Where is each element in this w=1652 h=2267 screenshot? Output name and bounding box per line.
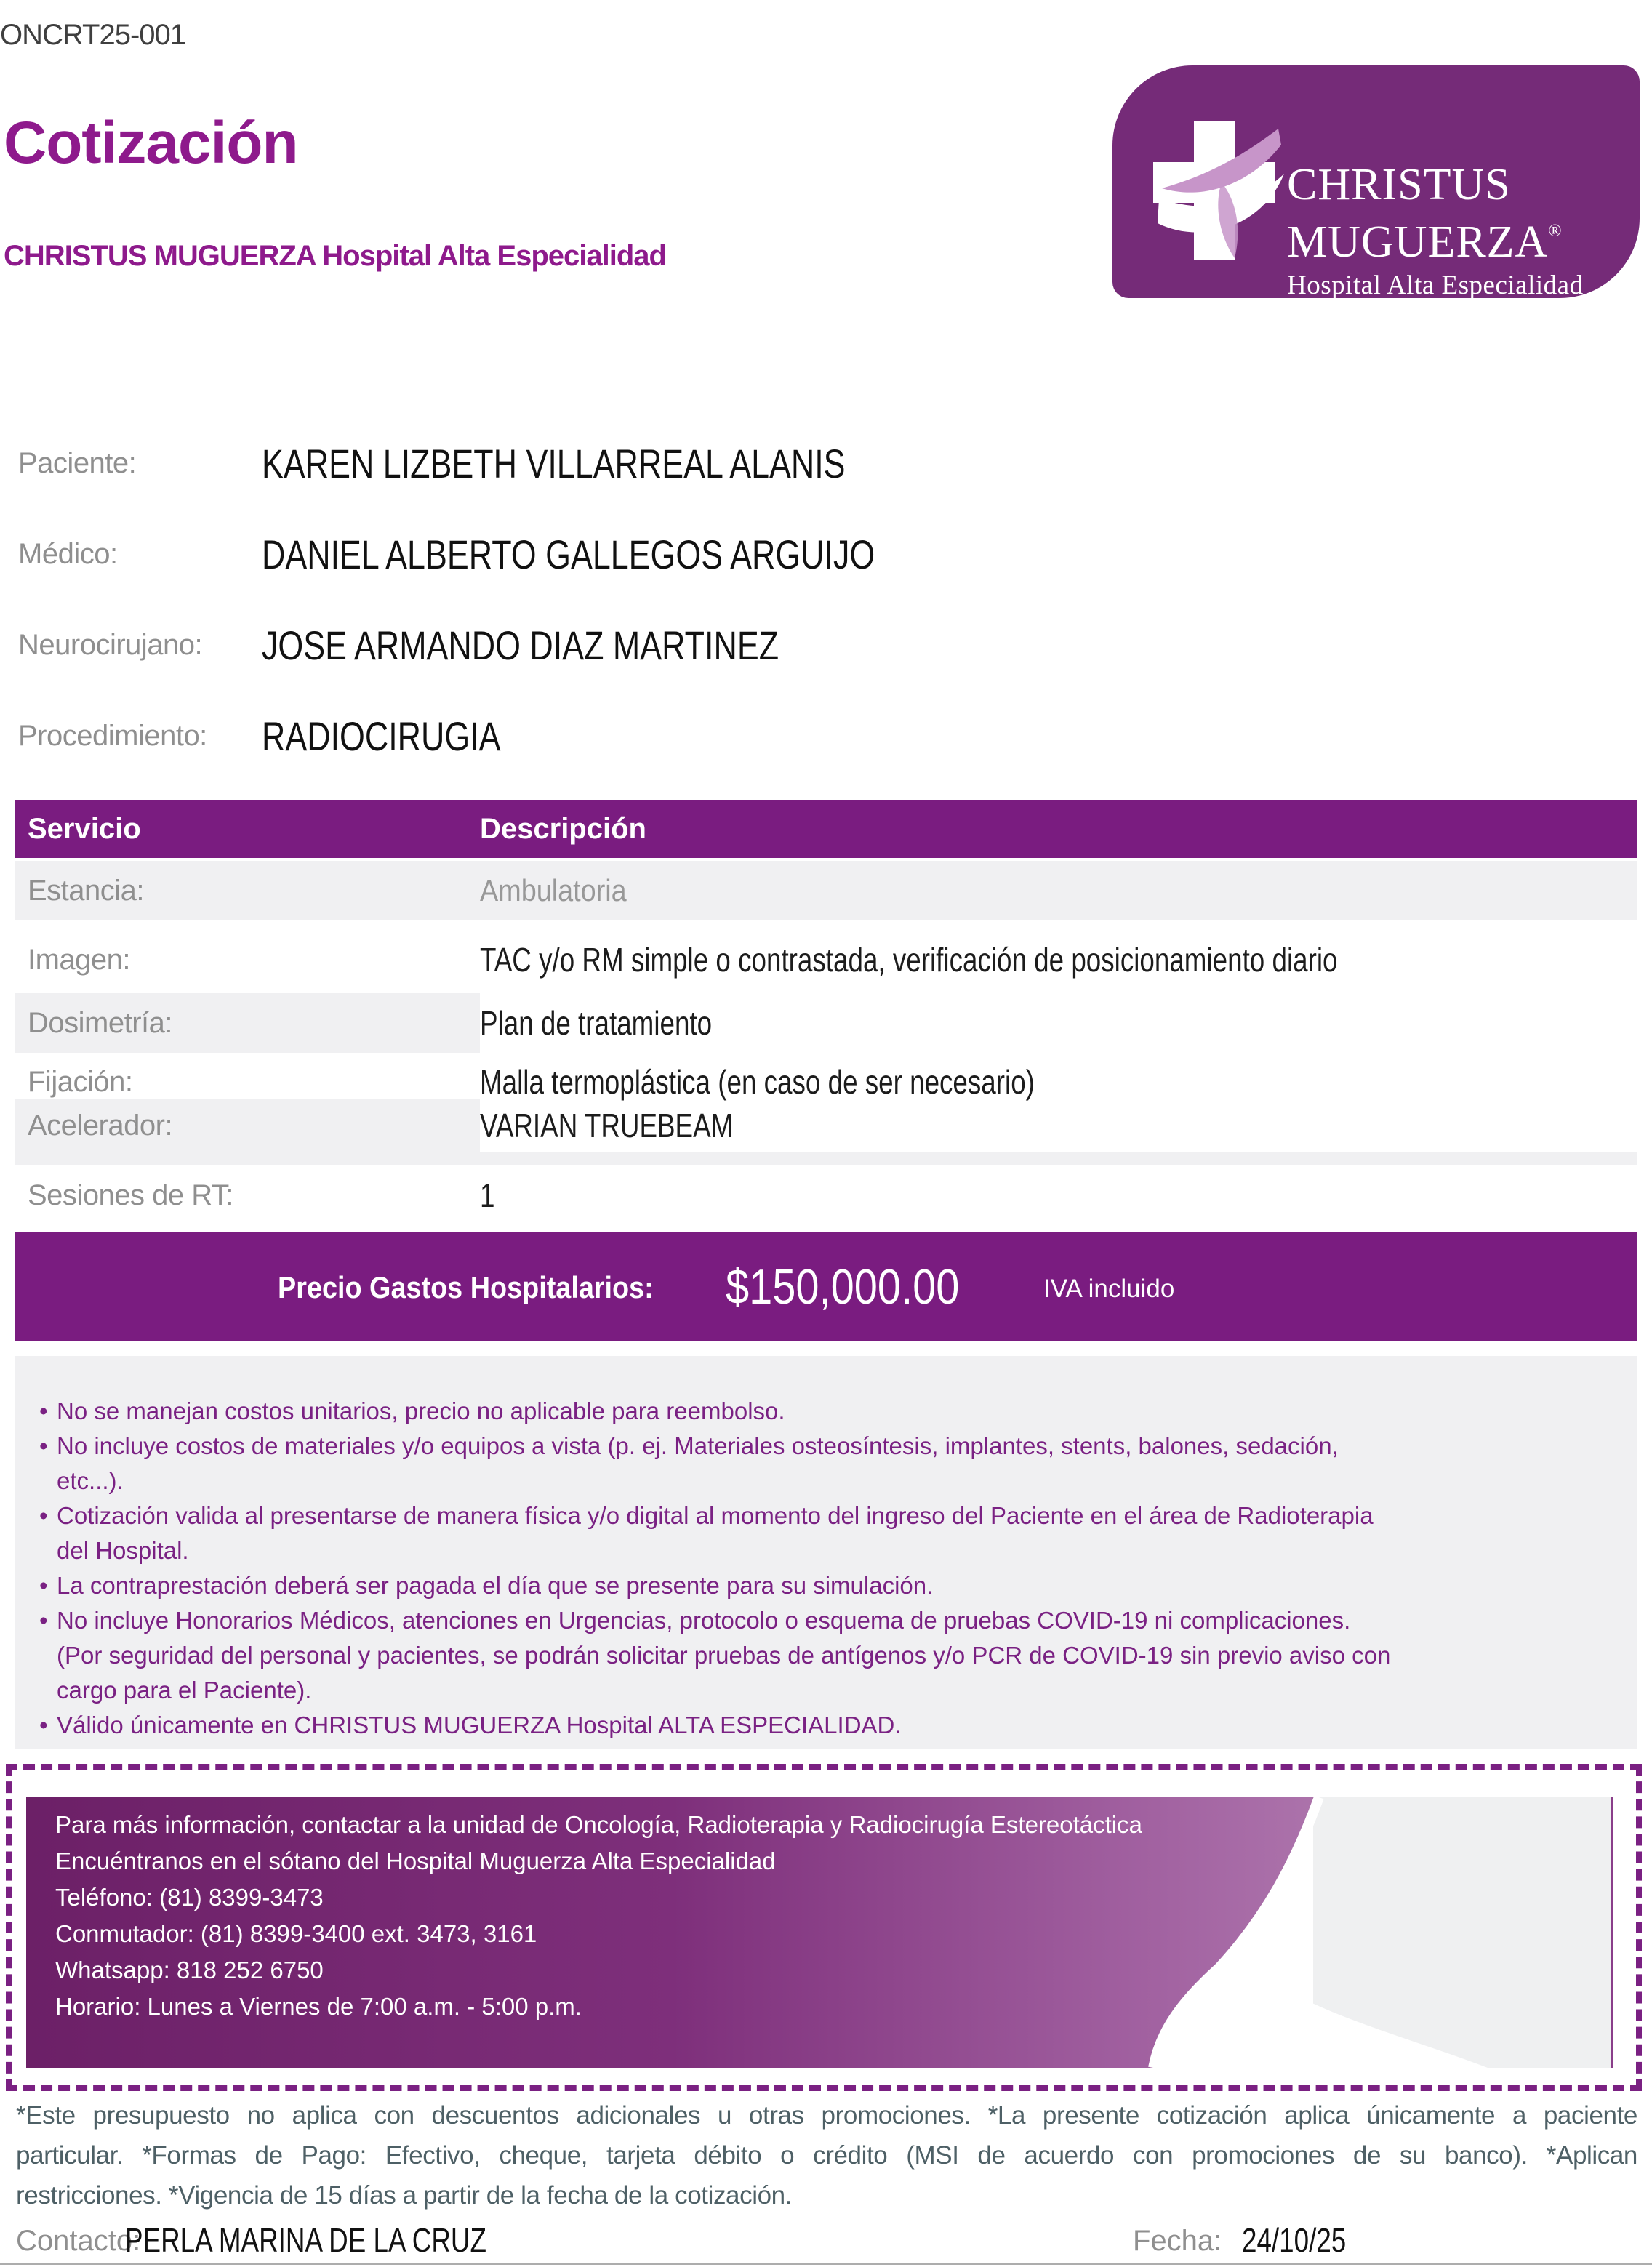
procedure-label: Procedimiento: [18,719,207,752]
table-row-estancia [15,861,1637,920]
row-value: TAC y/o RM simple o contrastada, verificación de posicionamiento diario [480,941,1338,979]
note-item [15,1498,1637,1568]
document-number: ONCRT25-001 [0,19,186,51]
cross-swoosh-graphic [1149,113,1287,265]
contact-line: Conmutador: (81) 8399-3400 ext. 3473, 3161 [55,1920,537,1947]
row-label: Imagen: [28,943,131,976]
table-row-sesiones [15,1166,1637,1224]
row-value: Ambulatoria [480,873,627,907]
row-value: VARIAN TRUEBEAM [480,1107,734,1144]
price-label: Precio Gastos Hospitalarios: [278,1270,654,1304]
patient-label: Paciente: [18,446,137,479]
note-line: • Válido únicamente en CHRISTUS MUGUERZA Hospital ALTA ESPECIALIDAD. [15,1708,1637,1743]
hospital-logo [1112,65,1640,298]
bullet-icon: • [39,1572,48,1599]
note-item [15,1394,1637,1429]
neurosurgeon-label: Neurocirujano: [18,628,203,661]
contact-value: PERLA MARINA DE LA CRUZ [125,2221,486,2259]
disclaimer-line: particular. *Formas de Pago: Efectivo, cheque, tarjeta débito o crédito (MSI de acuerdo con promociones de su banco). *Aplican [16,2141,1637,2170]
logo-text-block [1287,161,1629,306]
bullet-icon: • [39,1397,48,1424]
row-label: Dosimetría: [15,993,480,1053]
contact-line: Horario: Lunes a Viernes de 7:00 a.m. - 5:00 p.m. [55,1993,582,2020]
note-line: • No se manejan costos unitarios, precio no aplicable para reembolso. [15,1394,1637,1429]
doctor-label: Médico: [18,537,118,570]
note-item [15,1429,1637,1498]
bottom-divider [0,2263,1652,2265]
contact-label: Contacto: [16,2225,141,2257]
note-line: • Cotización valida al presentarse de manera física y/o digital al momento del ingreso del Paciente en el área de Radioterapia [15,1498,1637,1533]
bullet-icon: • [39,1712,48,1738]
table-header [15,800,1637,858]
patient-row [18,440,1618,486]
logo-tagline: Hospital Alta Especialidad [1287,270,1584,300]
bullet-icon: • [39,1502,48,1529]
hospital-subtitle: CHRISTUS MUGUERZA Hospital Alta Especialidad [4,240,666,272]
column-header-descripcion: Descripción [480,812,646,845]
contact-panel [26,1797,1616,2068]
note-line-continuation: cargo para el Paciente). [57,1677,312,1704]
date-label: Fecha: [1133,2225,1222,2257]
disclaimer [16,2095,1637,2215]
bullet-icon: • [39,1607,48,1634]
row-label: Estancia: [28,874,145,907]
table-row-acelerador [15,1099,1637,1152]
table-row-imagen [15,931,1637,989]
note-item [15,1568,1637,1603]
procedure-row [18,713,1618,759]
row-value: Plan de tratamiento [480,1004,713,1042]
note-line: • La contraprestación deberá ser pagada el día que se presente para su simulación. [15,1568,1637,1603]
disclaimer-line: restricciones. *Vigencia de 15 días a partir de la fecha de la cotización. [16,2181,793,2210]
price-banner [15,1232,1637,1341]
doctor-row [18,531,1618,577]
price-amount: $150,000.00 [726,1259,960,1315]
contact-line: Whatsapp: 818 252 6750 [55,1957,324,1983]
logo-brand-line1: CHRISTUS [1287,160,1511,209]
row-label: Acelerador: [15,1099,480,1152]
procedure-value: RADIOCIRUGIA [262,713,501,759]
contact-info-text [55,1807,1142,2025]
patient-value: KAREN LIZBETH VILLARREAL ALANIS [262,440,846,486]
note-line: • No incluye Honorarios Médicos, atenciones en Urgencias, protocolo o esquema de pruebas COVID-19 ni complicaciones. [15,1603,1637,1638]
note-line-continuation: del Hospital. [57,1537,189,1564]
contact-line: Teléfono: (81) 8399-3473 [55,1884,324,1911]
christus-cross-icon [1149,113,1287,269]
row-value: Malla termoplástica (en caso de ser necesario) [480,1063,1035,1101]
note-item [15,1708,1637,1743]
tax-note: IVA incluido [1043,1275,1175,1303]
table-gray-strip [15,1152,1637,1165]
bullet-icon: • [39,1432,48,1459]
neurosurgeon-row [18,622,1618,668]
column-header-servicio: Servicio [28,812,141,845]
row-label: Sesiones de RT: [28,1179,234,1211]
date-value: 24/10/25 [1242,2221,1347,2259]
neurosurgeon-value: JOSE ARMANDO DIAZ MARTINEZ [262,622,779,668]
registered-mark: ® [1548,222,1563,241]
notes-list [15,1394,1637,1743]
table-row-dosimetria [15,993,1637,1053]
contact-line: Encuéntranos en el sótano del Hospital Muguerza Alta Especialidad [55,1847,776,1874]
disclaimer-line: *Este presupuesto no aplica con descuentos adicionales u otras promociones. *La presente cotización aplica únicamente a paciente [16,2101,1637,2130]
doctor-value: DANIEL ALBERTO GALLEGOS ARGUIJO [262,531,875,577]
note-line: • No incluye costos de materiales y/o equipos a vista (p. ej. Materiales osteosíntesis, implantes, stents, balones, sedación, [15,1429,1637,1464]
row-label: Fijación: [28,1065,133,1098]
note-item [15,1603,1637,1708]
notes-section [15,1356,1637,1749]
logo-brand-line2: MUGUERZA® [1287,217,1563,267]
row-value: 1 [480,1176,495,1214]
note-line-continuation: (Por seguridad del personal y pacientes, se podrán solicitar pruebas de antígenos y/o PCR de COVID-19 sin previo aviso con [57,1642,1391,1669]
contact-line: Para más información, contactar a la unidad de Oncología, Radioterapia y Radiocirugía Estereotáctica [55,1811,1142,1838]
note-line-continuation: etc...). [57,1467,124,1494]
page-title: Cotización [4,110,298,176]
